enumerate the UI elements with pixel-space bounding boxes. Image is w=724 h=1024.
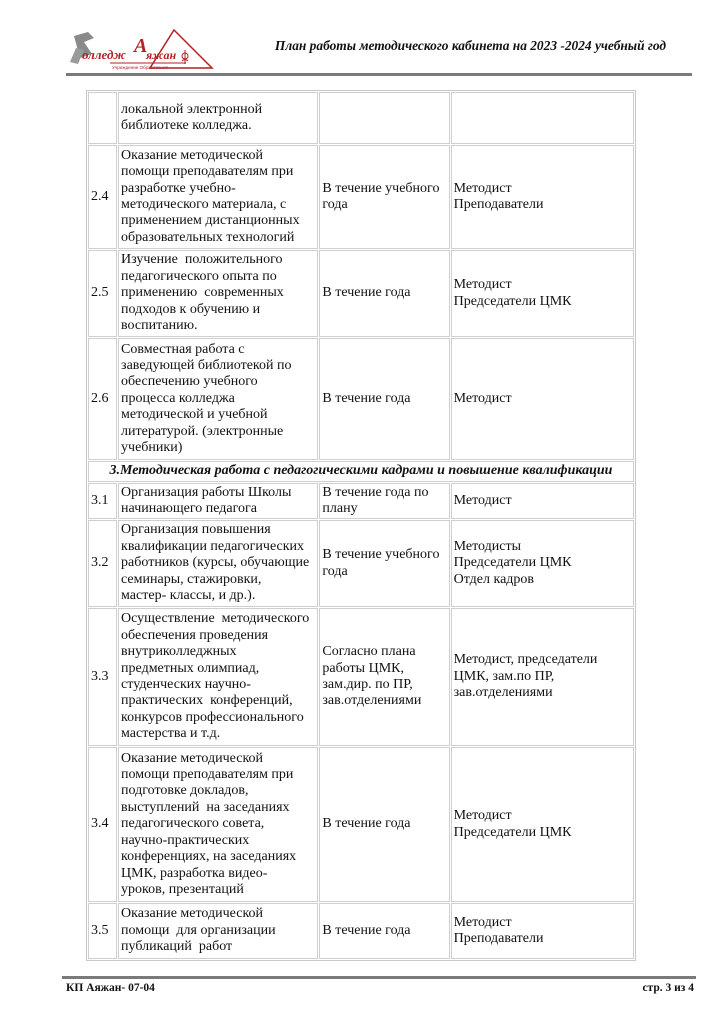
responsible-cell-line: Методист [453,180,512,196]
activity-cell-line: научно-практических [121,832,250,848]
responsible-cell [451,747,634,902]
table-row [88,92,634,144]
activity-cell-line: мастерства и т.д. [121,726,221,742]
timing-cell-line: В течение учебного [322,547,440,563]
item-number: 2.5 [88,250,117,337]
table-row [88,903,634,959]
activity-cell-line: методической и учебной [121,407,268,423]
timing-cell [319,338,449,460]
activity-cell-line: педагогического опыта по [121,268,277,284]
responsible-cell-line: Отдел кадров [453,571,535,587]
activity-cell [118,520,318,607]
item-number: 2.4 [88,145,117,249]
activity-cell-line: воспитанию. [121,318,198,334]
activity-cell-line: Оказание методической [121,750,264,766]
responsible-cell [451,520,634,607]
logo-wordmark: олледж [82,47,126,62]
activity-cell-line: работников (курсы, обучающие [121,555,310,571]
activity-cell-line: выступлений на заседаниях [121,799,290,815]
responsible-cell-line: Преподаватели [453,931,544,946]
timing-cell-line: В течение года по [322,484,429,500]
activity-cell [118,92,318,144]
activity-cell-line: заведующей библиотекой по [121,357,292,373]
document-code: КП Аяжан- 07-04 [66,982,155,994]
responsible-cell-line: Методист [453,277,512,293]
activity-cell [118,608,318,746]
logo-subtitle: Учреждение Образования [112,65,169,70]
activity-cell-line: библиотеке колледжа. [121,118,252,133]
timing-cell [319,483,449,519]
activity-cell-line: уроков, презентаций [121,881,244,897]
activity-cell-line: разработке учебно- [121,180,236,196]
activity-cell-line: мастер- классы, и др.). [121,588,256,604]
table-row [88,250,634,337]
svg-text:A: A [134,35,148,57]
activity-cell-line: помощи преподавателям при [121,164,294,180]
item-number: 3.3 [88,608,117,746]
responsible-cell [451,250,634,337]
activity-cell-line: обеспечения проведения [121,627,269,643]
activity-cell-line: помощи для организации [121,922,276,938]
table-row [88,145,634,249]
timing-cell-line: В течение года [322,816,411,832]
activity-cell-line: Организация повышения [121,522,271,538]
activity-cell-line: подходов к обучению и [121,301,261,317]
activity-cell-line: конкурсов профессионального [121,709,304,725]
timing-cell [319,747,449,902]
responsible-cell-line: Методист, председатели [453,652,598,668]
table-row [88,338,634,460]
timing-cell [319,520,449,607]
activity-cell-line: практических конференций, [121,693,293,709]
activity-cell-line: начинающего педагога [121,501,257,516]
footer-divider [62,976,696,979]
header-divider [66,73,692,76]
plan-table-body [88,92,634,959]
activity-cell-line: публикаций работ [121,939,233,955]
activity-cell-line: Совместная работа с [121,341,245,357]
responsible-cell-line: Методист [453,808,512,824]
activity-cell [118,338,318,460]
activity-cell-line: внутриколледжных [121,644,237,660]
responsible-cell-line: Методист [453,390,512,406]
responsible-cell [451,483,634,519]
timing-cell-line: работы ЦМК, [322,660,404,676]
activity-cell-line: применением дистанционных [121,213,300,229]
section-header-row [88,461,634,482]
activity-cell-line: процесса колледжа [121,390,235,406]
document-title: План работы методического кабинета на 2023 -2024 учебный год [274,38,666,53]
timing-cell-line: Согласно плана [322,644,416,660]
timing-cell-line: зам.дир. по ПР, [322,677,413,692]
responsible-cell [451,338,634,460]
activity-cell-line: квалификации педагогических [121,538,305,554]
activity-cell-line: применению современных [121,285,284,301]
activity-cell-line: семинары, стажировки, [121,571,262,587]
responsible-cell-line: зав.отделениями [453,685,553,701]
college-logo-icon [66,28,216,72]
timing-cell-line: зав.отделениями [322,693,422,709]
activity-cell-line: педагогического совета, [121,816,265,832]
item-number: 2.6 [88,338,117,460]
responsible-cell-line: Председатели ЦМК [453,555,572,571]
responsible-cell [451,903,634,959]
activity-cell [118,903,318,959]
activity-cell-line: конференциях, на заседаниях [121,849,297,865]
plan-table [86,90,636,961]
table-row [88,747,634,902]
activity-cell-line: предметных олимпиад, [121,660,260,676]
timing-cell-line: плану [322,501,358,516]
activity-cell-line: литературой. (электронные [121,423,284,439]
responsible-cell-line: Методист [453,492,512,508]
activity-cell-line: Оказание методической [121,147,264,163]
responsible-cell-line: Преподаватели [453,197,544,212]
activity-cell-line: студенческих научно- [121,677,251,692]
section-title: 3.Методическая работа с педагогическими кадрами и повышение квалификации [88,461,634,482]
responsible-cell-line: Методист [453,914,512,930]
item-number: 3.5 [88,903,117,959]
responsible-cell [451,145,634,249]
item-number [88,92,117,144]
activity-cell [118,145,318,249]
timing-cell [319,903,449,959]
table-row [88,483,634,519]
table-row [88,520,634,607]
activity-cell-line: Осуществление методического [121,611,310,627]
activity-cell-line: подготовке докладов, [121,783,249,799]
responsible-cell [451,608,634,746]
table-row [88,608,634,746]
page-number: стр. 3 из 4 [642,982,694,994]
timing-cell [319,145,449,249]
timing-cell [319,250,449,337]
activity-cell-line: Изучение положительного [121,252,283,268]
timing-cell [319,608,449,746]
svg-text:яжан: яжан [146,48,177,62]
activity-cell-line: учебники) [121,440,183,456]
activity-cell-line: образовательных технологий [121,229,295,245]
activity-cell-line: локальной электронной [121,101,263,117]
timing-cell [319,92,449,144]
activity-cell [118,250,318,337]
activity-cell-line: методического материала, с [121,197,287,212]
responsible-cell-line: ЦМК, зам.по ПР, [453,668,555,684]
responsible-cell-line: Методисты [453,538,522,554]
responsible-cell-line: Председатели ЦМК [453,293,572,309]
item-number: 3.2 [88,520,117,607]
timing-cell-line: В течение года [322,922,411,938]
page-header [66,28,694,72]
timing-cell-line: В течение года [322,285,411,301]
responsible-cell [451,92,634,144]
item-number: 3.1 [88,483,117,519]
timing-cell-line: года [322,563,348,579]
activity-cell-line: ЦМК, разработка видео- [121,865,268,881]
timing-cell-line: года [322,197,348,212]
timing-cell-line: В течение года [322,390,411,406]
activity-cell [118,747,318,902]
item-number: 3.4 [88,747,117,902]
activity-cell-line: Оказание методической [121,906,264,922]
activity-cell-line: помощи преподавателям при [121,767,294,783]
responsible-cell-line: Председатели ЦМК [453,824,572,840]
activity-cell-line: обеспечению учебного [121,374,258,390]
timing-cell-line: В течение учебного [322,180,440,196]
activity-cell-line: Организация работы Школы [121,484,292,500]
activity-cell [118,483,318,519]
